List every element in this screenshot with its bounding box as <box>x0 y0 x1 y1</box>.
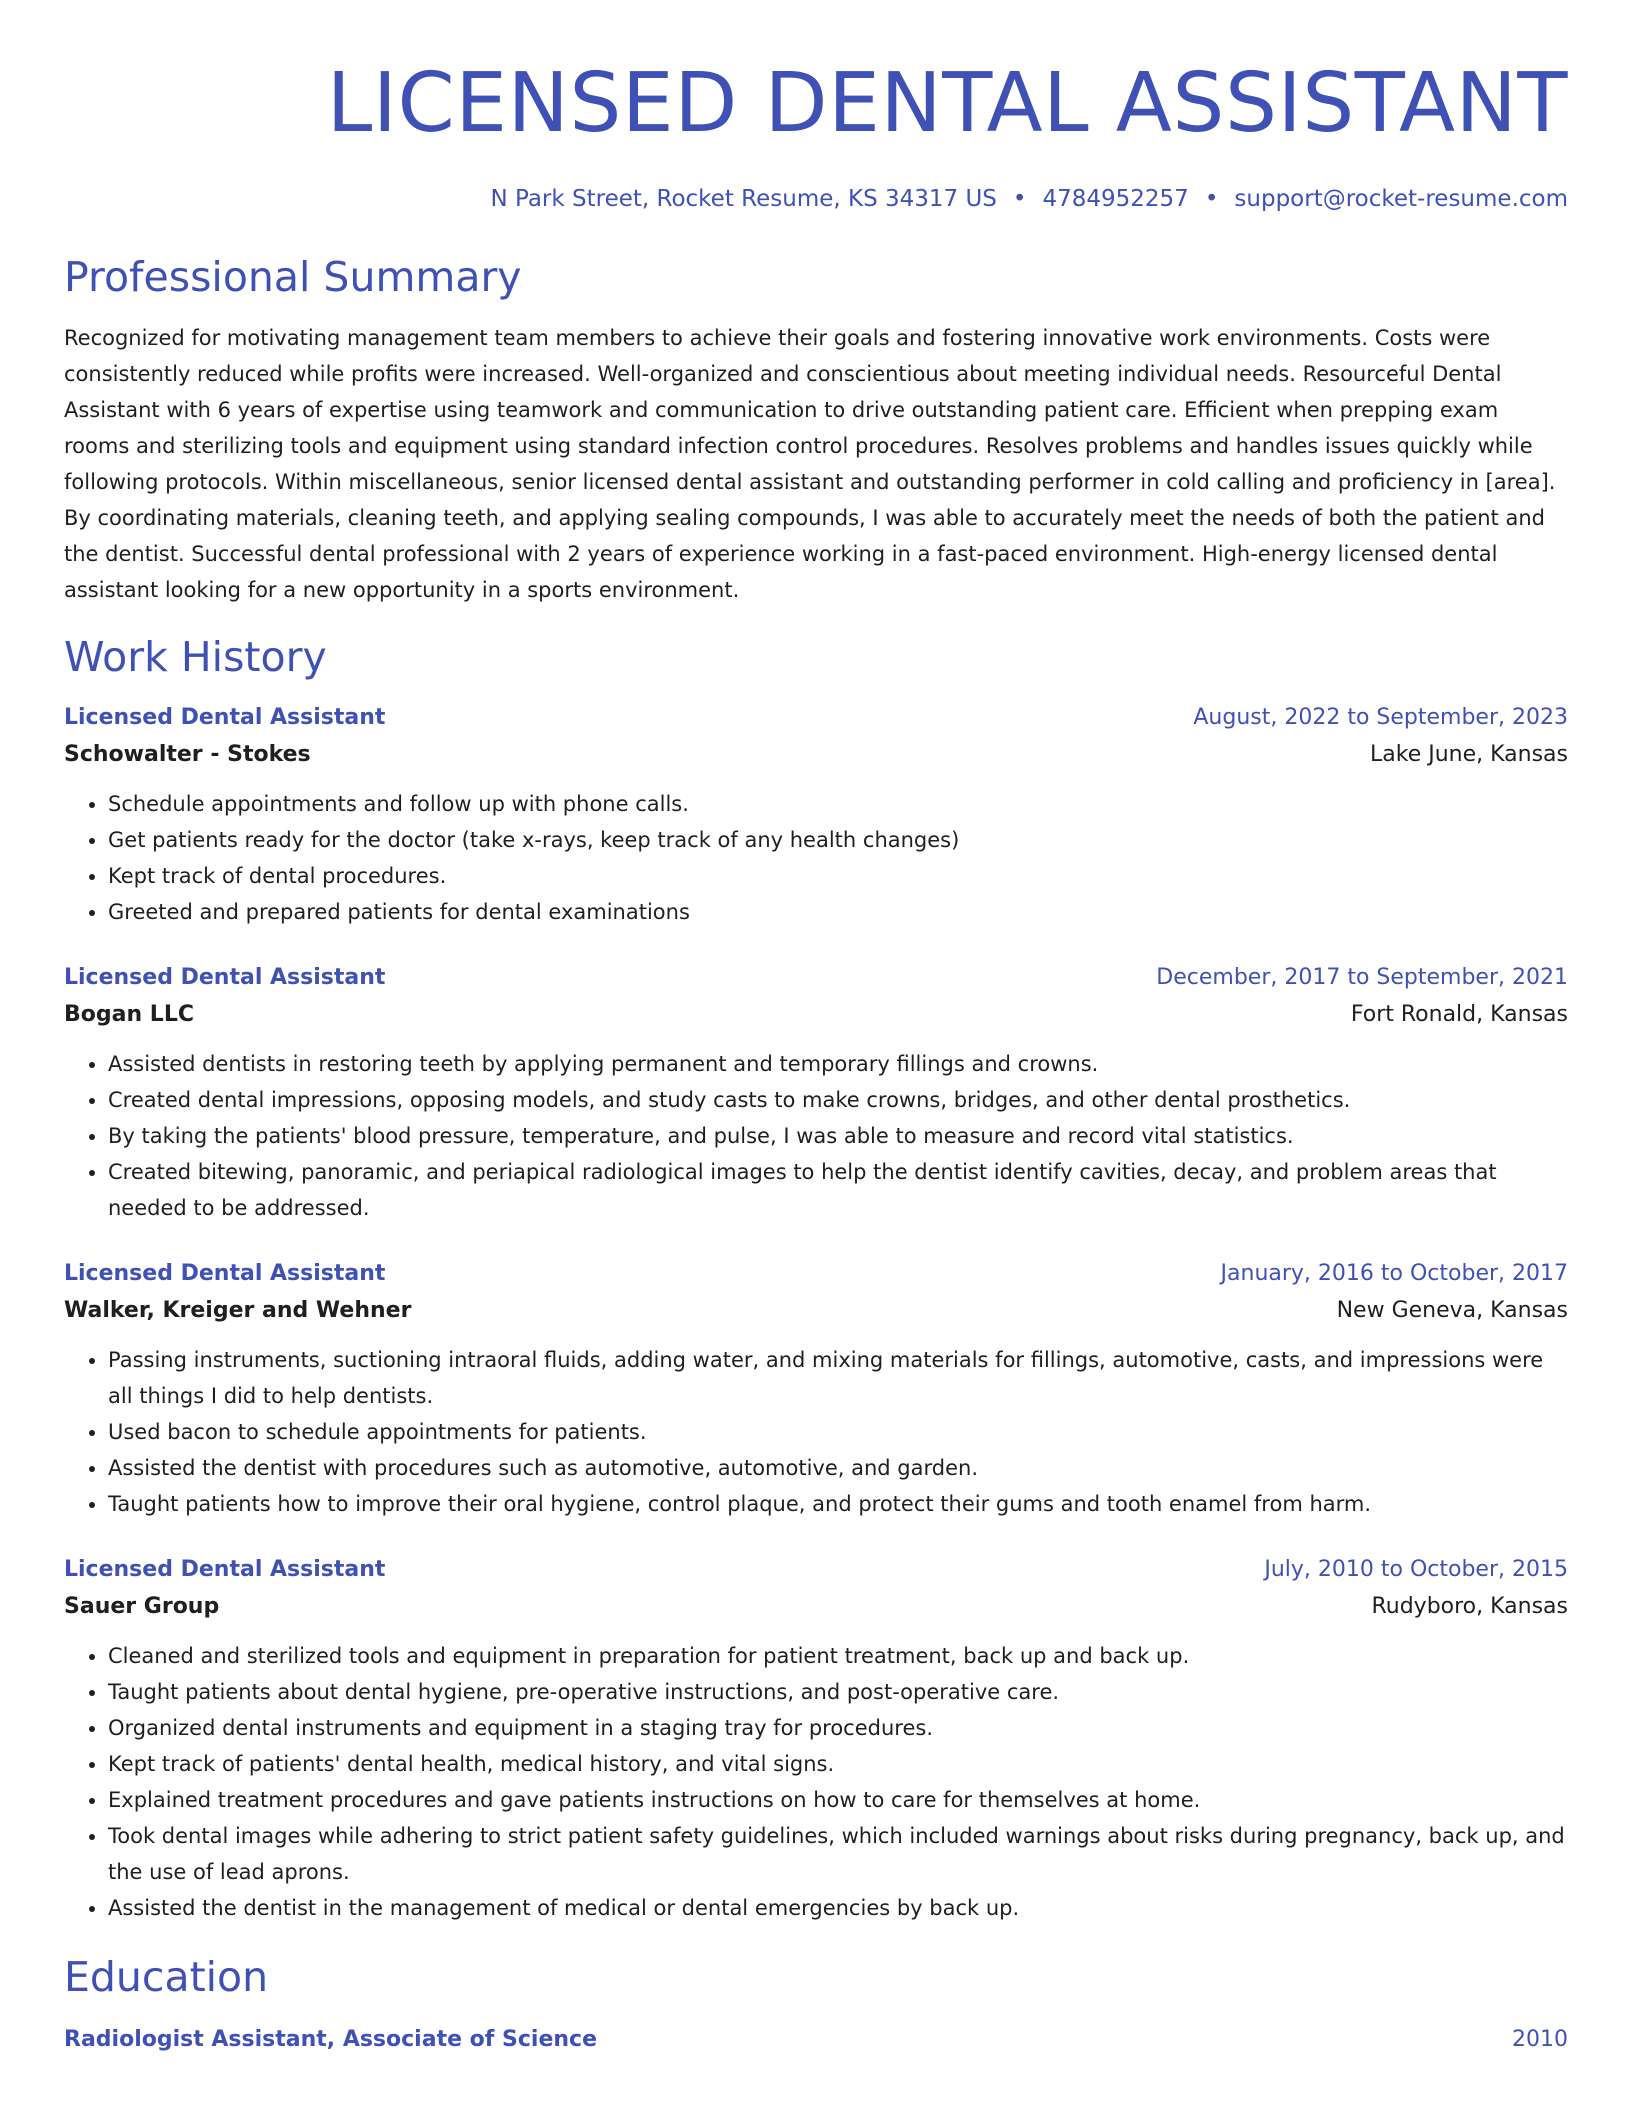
job-bullet: • Created dental impressions, opposing models, and study casts to make crowns, bridges, and other dental prosthetics. <box>108 1082 1568 1118</box>
work-history-heading: Work History <box>64 633 327 681</box>
resume-page <box>64 0 1568 2058</box>
job-entry <box>64 1256 1568 1522</box>
job-bullet: • Kept track of dental procedures. <box>108 858 1568 894</box>
job-location: Lake June, Kansas <box>1370 742 1568 767</box>
summary-text: Recognized for motivating management team members to achieve their goals and fostering innovative work environments. Costs were consistently reduced while profits were increased. Well-organized and conscientious about meeting individual needs. Resourceful Dental Assistant with 6 years of expertise using teamwork and communication to drive outstanding patient care. Efficient when prepping exam rooms and sterilizing tools and equipment using standard infection control procedures. Resolves problems and handles issues quickly while following protocols. Within miscellaneous, senior licensed dental assistant and outstanding performer in cold calling and proficiency in [area]. By coordinating materials, cleaning teeth, and applying sealing compounds, I was able to accurately meet the needs of both the patient and the dentist. Successful dental professional with 2 years of experience working in a fast-paced environment. High-energy licensed dental assistant looking for a new opportunity in a sports environment. <box>64 326 1556 602</box>
job-bullet: • Schedule appointments and follow up with phone calls. <box>108 786 1568 822</box>
contact-separator: • <box>1204 186 1219 212</box>
contact-line <box>64 184 1568 214</box>
job-bullets <box>64 786 1568 930</box>
job-location: New Geneva, Kansas <box>1336 1298 1568 1323</box>
job-title: Licensed Dental Assistant <box>64 1261 386 1286</box>
job-company: Bogan LLC <box>64 1002 194 1027</box>
summary-heading: Professional Summary <box>64 253 522 301</box>
education-entry <box>64 2022 1568 2058</box>
job-bullet: • Greeted and prepared patients for dental examinations <box>108 894 1568 930</box>
contact-email: support@rocket-resume.com <box>1234 186 1568 212</box>
job-company: Sauer Group <box>64 1594 220 1619</box>
job-bullets <box>64 1342 1568 1522</box>
job-bullet: • Assisted dentists in restoring teeth by applying permanent and temporary fillings and crowns. <box>108 1046 1568 1082</box>
job-dates: January, 2016 to October, 2017 <box>1220 1261 1568 1286</box>
job-bullet: • Created bitewing, panoramic, and periapical radiological images to help the dentist identify cavities, decay, and problem areas that needed to be addressed. <box>108 1154 1568 1226</box>
job-dates: July, 2010 to October, 2015 <box>1264 1557 1568 1582</box>
contact-phone: 4784952257 <box>1042 186 1189 212</box>
job-dates: December, 2017 to September, 2021 <box>1156 965 1568 990</box>
job-bullet: • Passing instruments, suctioning intraoral fluids, adding water, and mixing materials for fillings, automotive, casts, and impressions were all things I did to help dentists. <box>108 1342 1568 1414</box>
job-bullet: • Taught patients about dental hygiene, pre-operative instructions, and post-operative care. <box>108 1674 1568 1710</box>
job-bullet: • Used bacon to schedule appointments for patients. <box>108 1414 1568 1450</box>
job-company: Schowalter - Stokes <box>64 742 311 767</box>
job-bullet: • By taking the patients' blood pressure, temperature, and pulse, I was able to measure and record vital statistics. <box>108 1118 1568 1154</box>
job-location: Fort Ronald, Kansas <box>1350 1002 1568 1027</box>
education-heading: Education <box>64 1953 269 2001</box>
job-entry <box>64 700 1568 930</box>
job-entry <box>64 960 1568 1226</box>
job-bullet: • Cleaned and sterilized tools and equipment in preparation for patient treatment, back up and back up. <box>108 1638 1568 1674</box>
education-degree: Radiologist Assistant, Associate of Science <box>64 2027 597 2052</box>
job-location: Rudyboro, Kansas <box>1371 1594 1568 1619</box>
job-entry <box>64 1552 1568 1926</box>
job-bullet: • Kept track of patients' dental health, medical history, and vital signs. <box>108 1746 1568 1782</box>
job-bullet: • Took dental images while adhering to strict patient safety guidelines, which included warnings about risks during pregnancy, back up, and the use of lead aprons. <box>108 1818 1568 1890</box>
job-company: Walker, Kreiger and Wehner <box>64 1298 412 1323</box>
job-bullet: • Get patients ready for the doctor (take x-rays, keep track of any health changes) <box>108 822 1568 858</box>
job-bullet: • Taught patients how to improve their oral hygiene, control plaque, and protect their gums and tooth enamel from harm. <box>108 1486 1568 1522</box>
contact-address: N Park Street, Rocket Resume, KS 34317 US <box>490 186 997 212</box>
job-title: Licensed Dental Assistant <box>64 965 386 990</box>
job-bullet: • Organized dental instruments and equipment in a staging tray for procedures. <box>108 1710 1568 1746</box>
contact-separator: • <box>1012 186 1027 212</box>
job-dates: August, 2022 to September, 2023 <box>1193 705 1568 730</box>
job-title: Licensed Dental Assistant <box>64 705 386 730</box>
resume-name: LICENSED DENTAL ASSISTANT <box>326 56 1568 151</box>
education-year: 2010 <box>1512 2027 1568 2052</box>
job-bullet: • Explained treatment procedures and gave patients instructions on how to care for themselves at home. <box>108 1782 1568 1818</box>
job-bullet: • Assisted the dentist with procedures such as automotive, automotive, and garden. <box>108 1450 1568 1486</box>
job-bullets <box>64 1046 1568 1226</box>
job-title: Licensed Dental Assistant <box>64 1557 386 1582</box>
job-bullets <box>64 1638 1568 1926</box>
job-bullet: • Assisted the dentist in the management of medical or dental emergencies by back up. <box>108 1890 1568 1926</box>
